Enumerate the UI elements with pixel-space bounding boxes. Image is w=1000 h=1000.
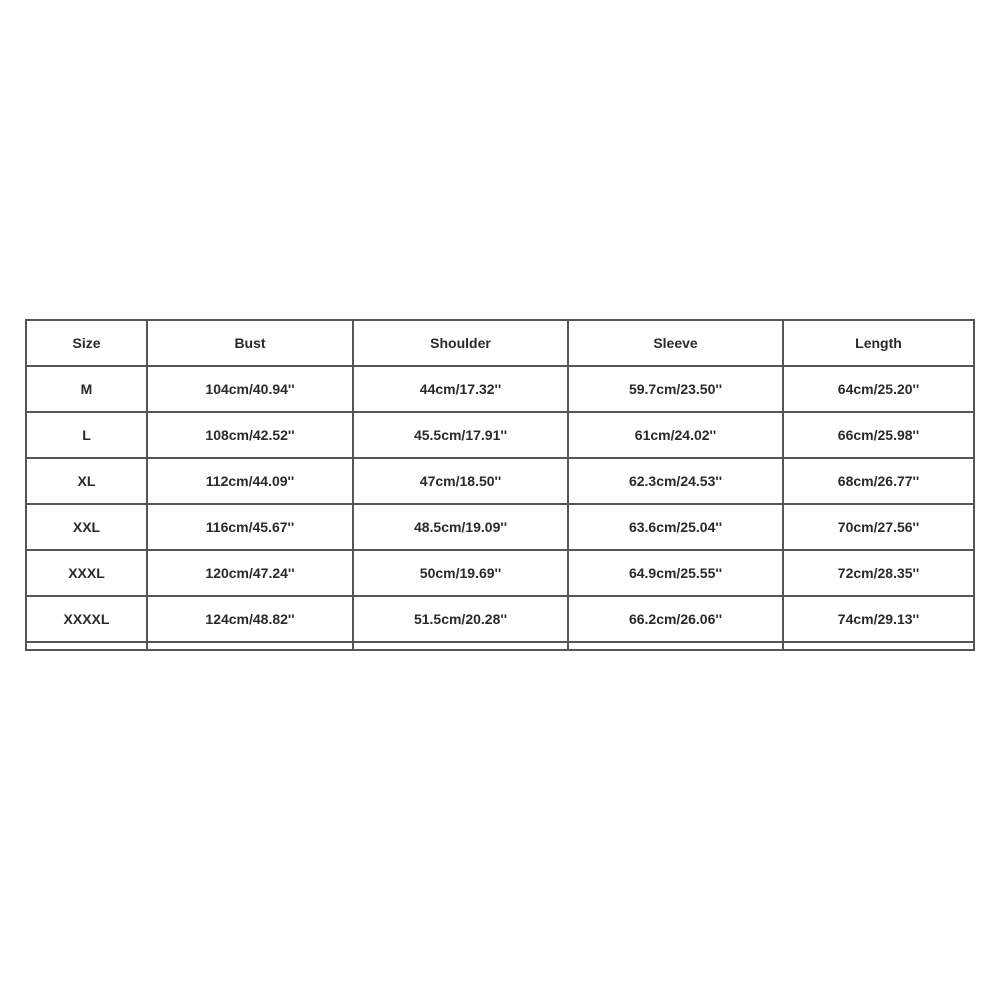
size-cell: XXXL [26, 550, 147, 596]
sleeve-cell: 64.9cm/25.55'' [568, 550, 783, 596]
size-cell: M [26, 366, 147, 412]
shoulder-cell: 51.5cm/20.28'' [353, 596, 568, 642]
header-cell-shoulder: Shoulder [353, 320, 568, 366]
table-row [26, 550, 974, 596]
bust-cell: 104cm/40.94'' [147, 366, 353, 412]
shoulder-cell: 48.5cm/19.09'' [353, 504, 568, 550]
shoulder-cell: 45.5cm/17.91'' [353, 412, 568, 458]
empty-cell [26, 642, 147, 650]
table-row [26, 412, 974, 458]
shoulder-cell: 47cm/18.50'' [353, 458, 568, 504]
table-row [26, 596, 974, 642]
header-cell-size: Size [26, 320, 147, 366]
bust-cell: 116cm/45.67'' [147, 504, 353, 550]
sleeve-cell: 62.3cm/24.53'' [568, 458, 783, 504]
table-row [26, 458, 974, 504]
bust-cell: 112cm/44.09'' [147, 458, 353, 504]
length-cell: 72cm/28.35'' [783, 550, 974, 596]
size-cell: XXL [26, 504, 147, 550]
bust-cell: 108cm/42.52'' [147, 412, 353, 458]
header-row [26, 320, 974, 366]
empty-cell [353, 642, 568, 650]
sleeve-cell: 61cm/24.02'' [568, 412, 783, 458]
length-cell: 64cm/25.20'' [783, 366, 974, 412]
size-cell: L [26, 412, 147, 458]
empty-cell [568, 642, 783, 650]
size-cell: XL [26, 458, 147, 504]
header-cell-bust: Bust [147, 320, 353, 366]
shoulder-cell: 44cm/17.32'' [353, 366, 568, 412]
size-cell: XXXXL [26, 596, 147, 642]
length-cell: 68cm/26.77'' [783, 458, 974, 504]
sleeve-cell: 59.7cm/23.50'' [568, 366, 783, 412]
empty-cell [783, 642, 974, 650]
empty-cell [147, 642, 353, 650]
sleeve-cell: 66.2cm/26.06'' [568, 596, 783, 642]
length-cell: 66cm/25.98'' [783, 412, 974, 458]
bust-cell: 124cm/48.82'' [147, 596, 353, 642]
table-row [26, 504, 974, 550]
header-cell-sleeve: Sleeve [568, 320, 783, 366]
sleeve-cell: 63.6cm/25.04'' [568, 504, 783, 550]
size-chart-table [25, 319, 975, 651]
table-row [26, 366, 974, 412]
bust-cell: 120cm/47.24'' [147, 550, 353, 596]
length-cell: 74cm/29.13'' [783, 596, 974, 642]
empty-trailing-row [26, 642, 974, 650]
shoulder-cell: 50cm/19.69'' [353, 550, 568, 596]
length-cell: 70cm/27.56'' [783, 504, 974, 550]
size-chart-body [26, 320, 974, 650]
header-cell-length: Length [783, 320, 974, 366]
